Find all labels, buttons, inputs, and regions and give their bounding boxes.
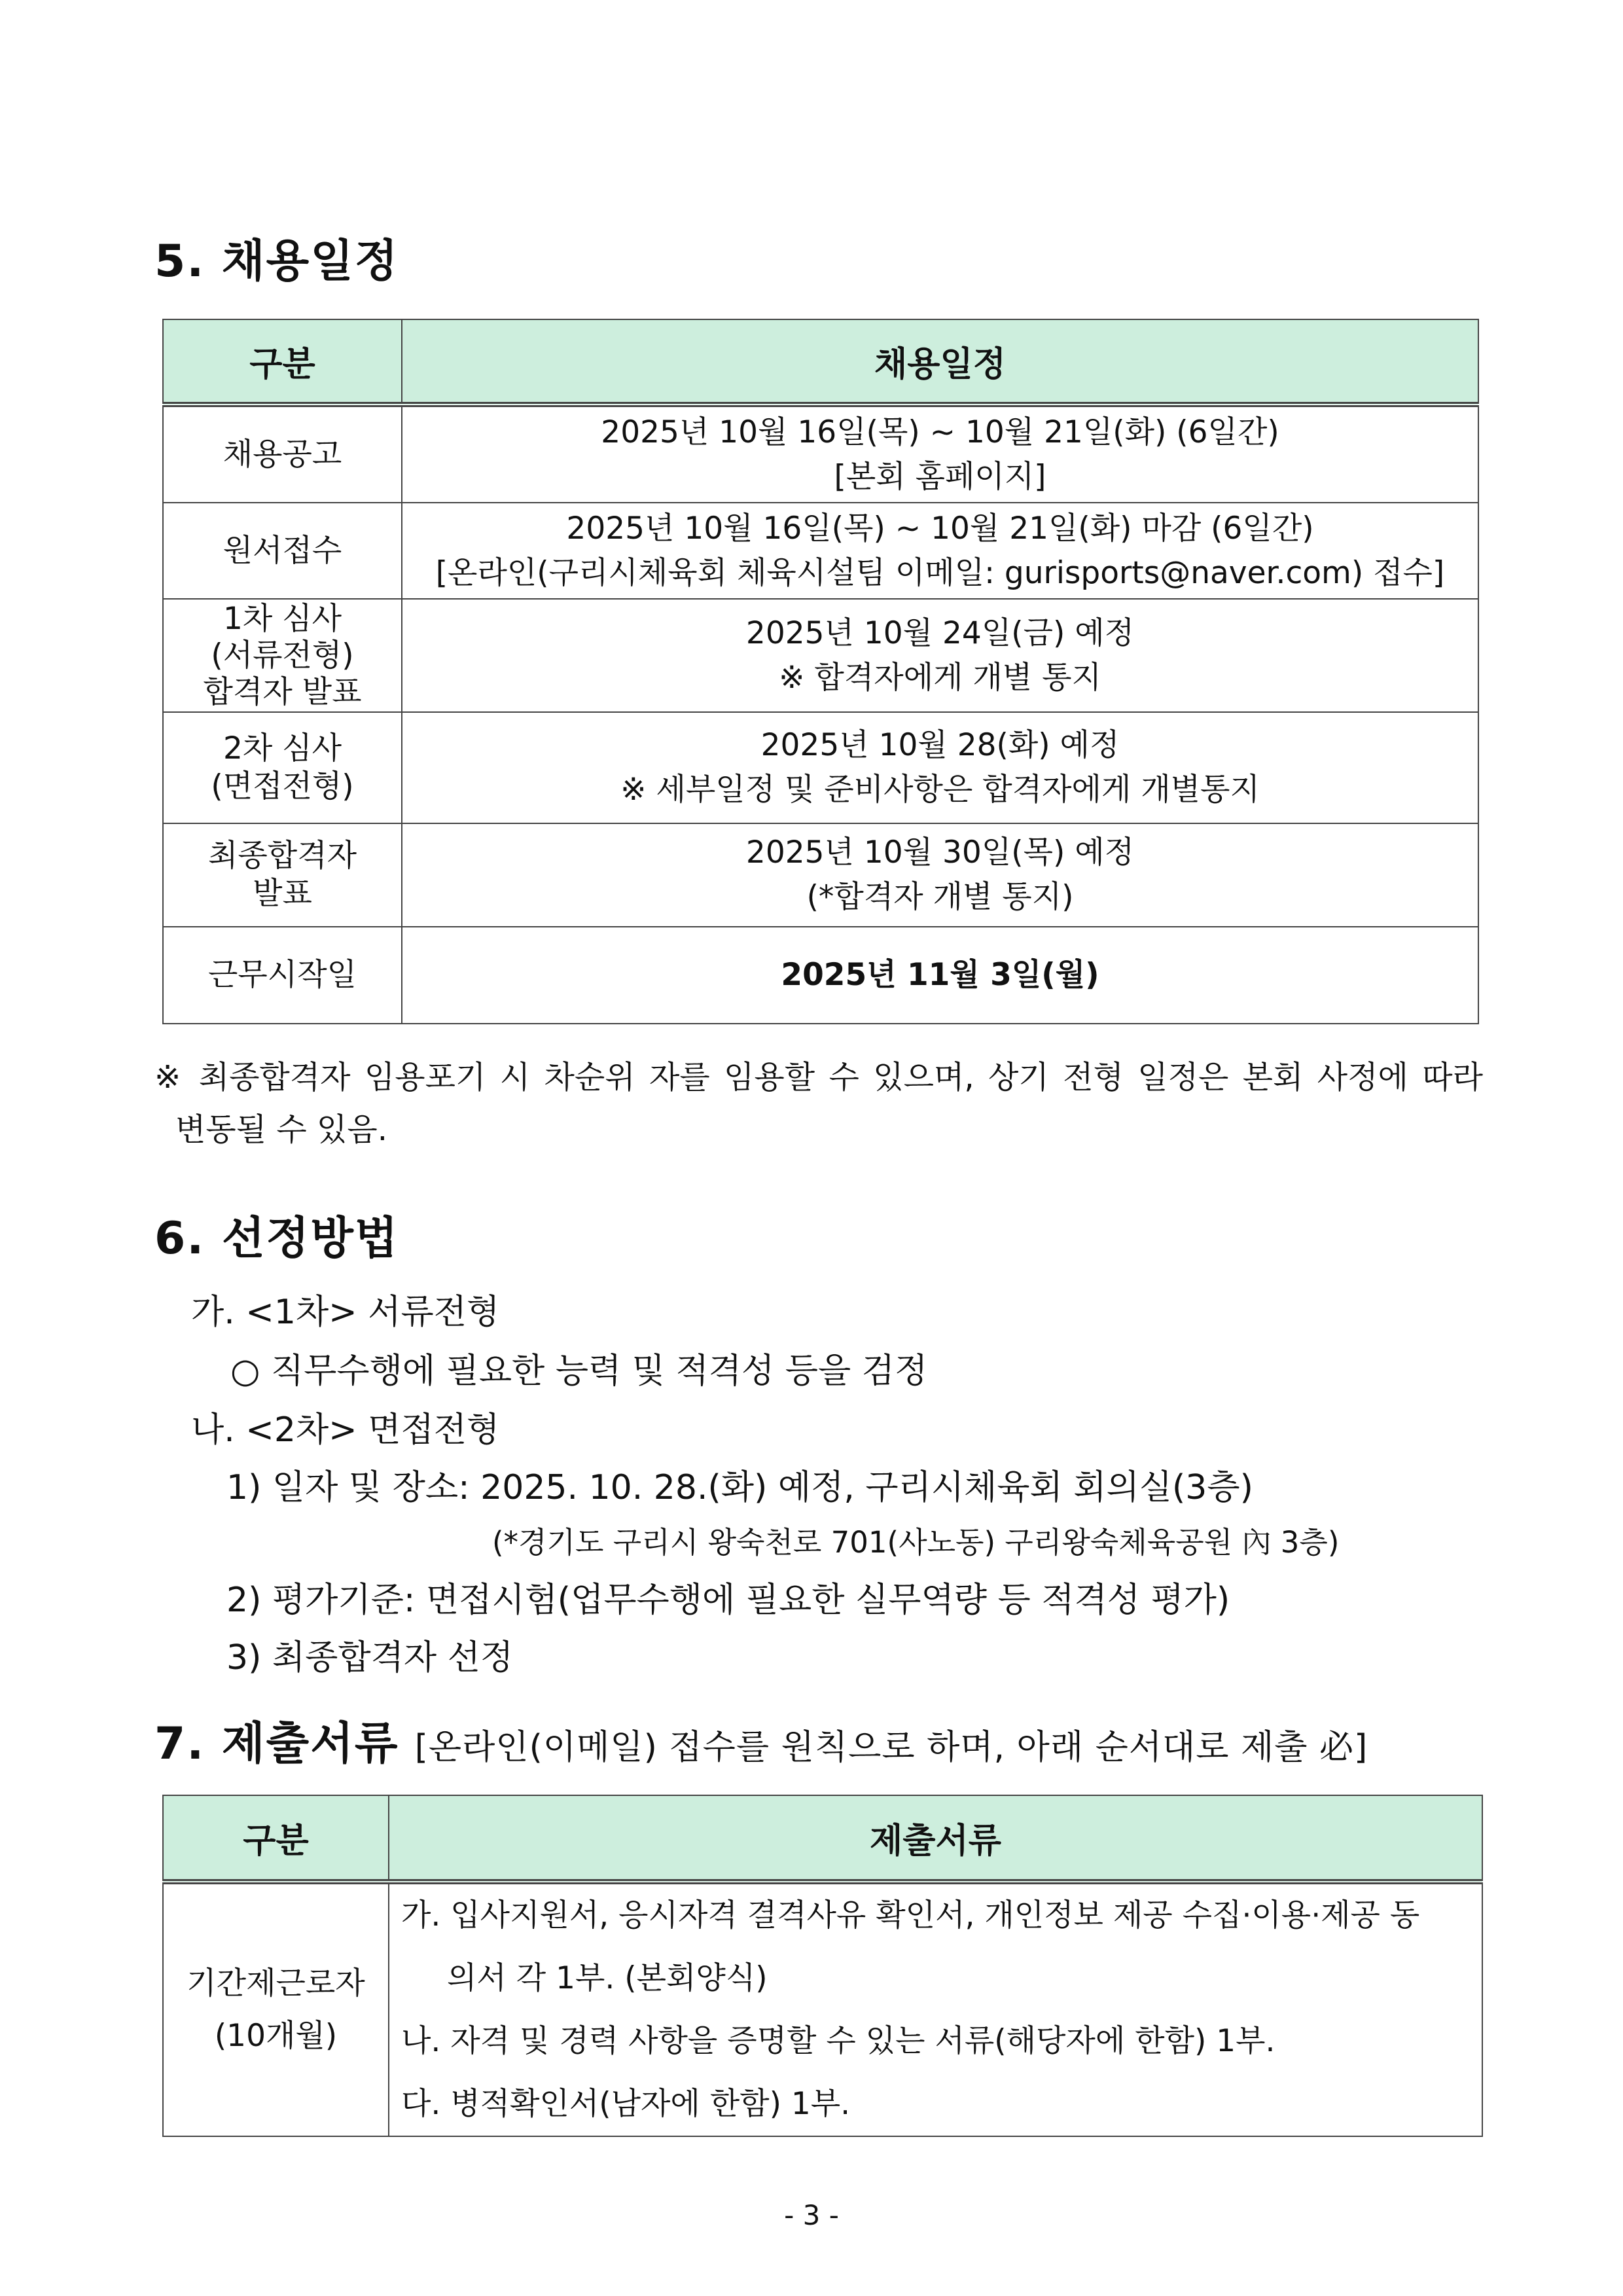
section6-heading — [154, 1203, 399, 1266]
section7-title: 제출서류 — [221, 1718, 399, 1770]
schedule-details — [402, 404, 1478, 503]
selection-sub1-address: (*경기도 구리시 왕숙천로 701(사노동) 구리왕숙체육공원 內 3층) — [492, 1525, 1340, 1560]
section7-heading — [154, 1708, 1368, 1772]
table-row — [163, 599, 1478, 712]
schedule-note-line2: 변동될 수 있음. — [175, 1111, 387, 1148]
detail-line: 2025년 10월 16일(목) ~ 10월 21일(화) 마감 (6일간) — [566, 510, 1314, 547]
schedule-category — [163, 404, 402, 503]
schedule-category — [163, 823, 402, 927]
category-line: (10개월) — [214, 2018, 338, 2054]
documents-list — [389, 1882, 1482, 2136]
category-line: 최종합격자 — [207, 838, 357, 874]
detail-line: ※ 세부일정 및 준비사항은 합격자에게 개별통지 — [620, 772, 1260, 808]
table-row — [163, 712, 1478, 823]
document-item: 가. 입사지원서, 응시자격 결격사유 확인서, 개인정보 제공 수집·이용·제공 동 — [401, 1897, 1420, 1933]
document-item: 의서 각 1부. (본회양식) — [447, 1960, 768, 1996]
schedule-header-category: 구분 — [163, 319, 402, 404]
category-line: (면접전형) — [211, 768, 354, 804]
schedule-category — [163, 712, 402, 823]
documents-header-category: 구분 — [163, 1795, 389, 1882]
schedule-note-line1: ※ 최종합격자 임용포기 시 차순위 자를 임용할 수 있으며, 상기 전형 일정은 본회 사정에 따라 — [154, 1059, 1483, 1096]
category-line: 2차 심사 — [223, 730, 342, 766]
category-line: 원서접수 — [223, 532, 342, 569]
table-row — [163, 1882, 1482, 2136]
detail-line: [본회 홈페이지] — [834, 458, 1046, 495]
category-line: 기간제근로자 — [187, 1965, 365, 2001]
section7-subtitle: [온라인(이메일) 접수를 원칙으로 하며, 아래 순서대로 제출 必] — [414, 1728, 1368, 1767]
selection-sub1: 1) 일자 및 장소: 2025. 10. 28.(화) 예정, 구리시체육회 회의실(3층) — [226, 1468, 1253, 1507]
category-line: 근무시작일 — [207, 957, 357, 993]
table-row — [163, 503, 1478, 599]
schedule-details — [402, 503, 1478, 599]
section5-heading — [154, 226, 399, 289]
section5-number: 5. — [154, 236, 205, 287]
category-line: 합격자 발표 — [203, 673, 362, 710]
selection-item-ga-bullet: ○ 직무수행에 필요한 능력 및 적격성 등을 검정 — [230, 1352, 928, 1391]
documents-table-header — [163, 1795, 1482, 1882]
section7-number: 7. — [154, 1718, 205, 1770]
category-line: 채용공고 — [223, 436, 342, 473]
category-line: (서류전형) — [211, 637, 354, 673]
section6-title: 선정방법 — [221, 1213, 399, 1265]
schedule-details — [402, 599, 1478, 712]
schedule-header-schedule: 채용일정 — [402, 319, 1478, 404]
schedule-table-header — [163, 319, 1478, 404]
category-line: 1차 심사 — [223, 600, 342, 637]
document-item: 다. 병적확인서(남자에 한함) 1부. — [401, 2086, 851, 2122]
selection-item-ga: 가. <1차> 서류전형 — [191, 1293, 500, 1332]
selection-sub3: 3) 최종합격자 선정 — [226, 1638, 514, 1677]
table-row — [163, 404, 1478, 503]
schedule-category — [163, 927, 402, 1024]
documents-category — [163, 1882, 389, 2136]
detail-line: 2025년 11월 3일(월) — [781, 957, 1099, 993]
section5-title: 채용일정 — [221, 236, 399, 287]
detail-line: (*합격자 개별 통지) — [806, 879, 1074, 915]
schedule-details — [402, 927, 1478, 1024]
documents-table — [162, 1795, 1483, 2137]
schedule-details — [402, 712, 1478, 823]
table-row — [163, 823, 1478, 927]
detail-line: 2025년 10월 24일(금) 예정 — [745, 615, 1135, 651]
section6-number: 6. — [154, 1213, 205, 1265]
detail-line: 2025년 10월 30일(목) 예정 — [745, 834, 1135, 870]
document-item: 나. 자격 및 경력 사항을 증명할 수 있는 서류(해당자에 한함) 1부. — [401, 2023, 1275, 2059]
documents-header-documents: 제출서류 — [389, 1795, 1482, 1882]
selection-sub2: 2) 평가기준: 면접시험(업무수행에 필요한 실무역량 등 적격성 평가) — [226, 1581, 1230, 1620]
schedule-table — [162, 319, 1479, 1024]
selection-item-na: 나. <2차> 면접전형 — [191, 1410, 500, 1450]
page-number: - 3 - — [784, 2199, 839, 2231]
schedule-details — [402, 823, 1478, 927]
schedule-category — [163, 503, 402, 599]
detail-line: ※ 합격자에게 개별 통지 — [779, 659, 1101, 696]
schedule-category — [163, 599, 402, 712]
detail-line: [온라인(구리시체육회 체육시설팀 이메일: gurisports@naver.com) 접수] — [435, 554, 1445, 591]
detail-line: 2025년 10월 28(화) 예정 — [760, 727, 1120, 763]
detail-line: 2025년 10월 16일(목) ~ 10월 21일(화) (6일간) — [601, 414, 1279, 450]
category-line: 발표 — [253, 876, 312, 912]
table-row — [163, 927, 1478, 1024]
